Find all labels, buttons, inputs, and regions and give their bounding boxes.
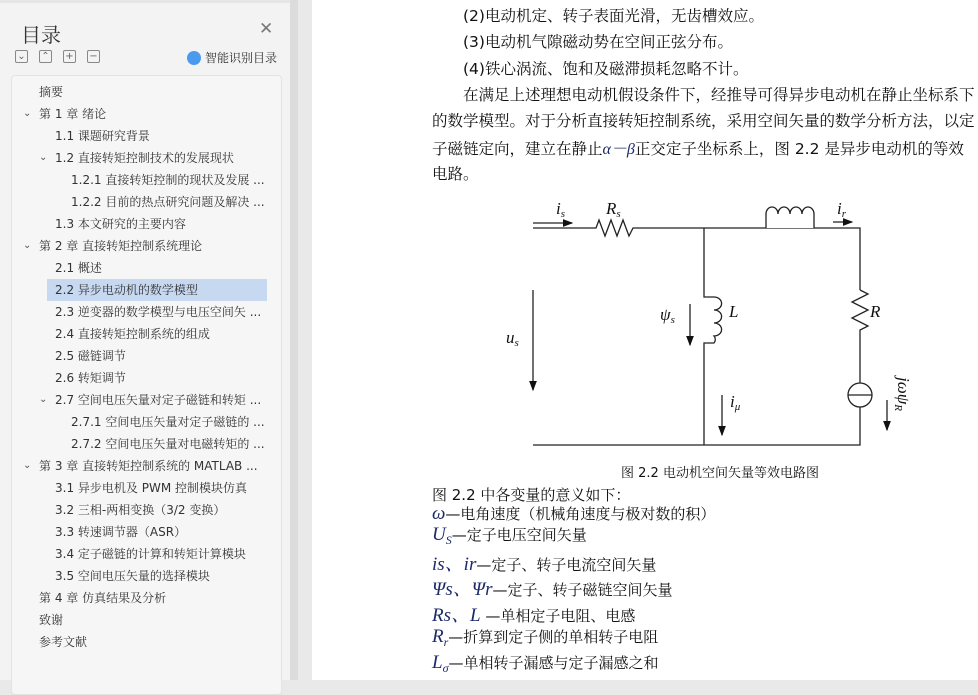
- toc-item[interactable]: [55, 499, 225, 521]
- toc-item[interactable]: [39, 147, 234, 169]
- toc-item[interactable]: [23, 235, 203, 257]
- toc-item[interactable]: [39, 609, 63, 631]
- toc-item-label: 致谢: [39, 613, 64, 627]
- toc-item-label: 2.3 逆变器的数学模型与电压空间矢 ...: [55, 305, 262, 319]
- text: 子磁链定向，建立在静止: [432, 140, 603, 158]
- psi-label: ψs: [660, 305, 675, 326]
- variable-subscript: σ: [442, 661, 449, 675]
- toc-item-label: 第 2 章 直接转矩控制系统理论: [39, 239, 203, 253]
- toc-item-label: 1.2.1 直接转矩控制的现状及发展 ...: [71, 173, 265, 187]
- chevron-down-icon[interactable]: ⌄: [23, 240, 32, 251]
- imu-label: iμ: [730, 392, 741, 413]
- toc-item[interactable]: [23, 455, 258, 477]
- chevron-down-icon[interactable]: ⌄: [23, 460, 32, 471]
- toc-item-label: 1.2.2 目前的热点研究问题及解决 ...: [71, 195, 265, 209]
- variable-description: —单相定子电阻、电感: [480, 607, 636, 625]
- toc-item-label: 2.5 磁链调节: [55, 349, 126, 363]
- toc-item-label: 2.2 异步电动机的数学模型: [55, 283, 198, 297]
- chevron-down-icon[interactable]: ⌄: [39, 152, 48, 163]
- variable-symbol: L: [432, 652, 443, 673]
- text: 正交定子坐标系上，图 2.2 是异步电动机的等效: [634, 140, 964, 158]
- toc-item-label: 1.1 课题研究背景: [55, 129, 150, 143]
- toc-item-label: 参考文献: [39, 635, 88, 649]
- sidebar-scrollbar[interactable]: [290, 0, 298, 680]
- ir-label: ir: [837, 199, 847, 220]
- body-line: 在满足上述理想电动机假设条件下，经推导可得异步电动机在静止坐标系下: [463, 86, 975, 104]
- toc-item-label: 3.2 三相-两相变换（3/2 变换）: [55, 503, 226, 517]
- variable-description: —单相转子漏感与定子漏感之和: [448, 654, 659, 672]
- figure-caption: 图 2.2 电动机空间矢量等效电路图: [621, 466, 819, 481]
- toc-item[interactable]: [55, 323, 210, 345]
- toc-item[interactable]: [55, 521, 186, 543]
- variable-item: [432, 503, 715, 525]
- toc-item[interactable]: [23, 103, 107, 125]
- toc-item[interactable]: [55, 213, 186, 235]
- chevron-down-icon[interactable]: ⌄: [39, 394, 48, 405]
- variable-subscript: r: [443, 635, 449, 649]
- variable-symbol: R: [432, 626, 444, 647]
- variable-symbol: U: [432, 524, 446, 545]
- toc-item[interactable]: [55, 367, 126, 389]
- toc-item[interactable]: [55, 543, 246, 565]
- variable-item: [432, 549, 656, 576]
- toc-item[interactable]: [55, 125, 150, 147]
- is-label: is: [556, 199, 566, 220]
- toc-item[interactable]: [55, 477, 247, 499]
- variable-symbol: Rs、L: [432, 605, 481, 626]
- body-line: 的数学模型。对于分析直接转矩控制系统，采用空间矢量的数学分析方法，以定: [432, 112, 975, 130]
- smart-toc-button[interactable]: [187, 49, 277, 66]
- toc-item-label: 3.3 转速调节器（ASR）: [55, 525, 187, 539]
- toc-item-label: 第 1 章 绪论: [39, 107, 107, 121]
- variable-item: [432, 574, 673, 601]
- toc-list: [11, 75, 282, 695]
- toc-item[interactable]: [47, 279, 267, 301]
- toc-item[interactable]: [71, 169, 265, 191]
- toc-item-label: 1.2 直接转矩控制技术的发展现状: [55, 151, 234, 165]
- toc-item[interactable]: [39, 389, 262, 411]
- body-line: 电路。: [432, 165, 479, 183]
- collapse-all-icon[interactable]: ⌃: [39, 50, 52, 63]
- wire: [533, 220, 860, 290]
- smart-icon: [187, 51, 201, 65]
- toc-item[interactable]: [71, 191, 265, 213]
- toc-item-label: 2.4 直接转矩控制系统的组成: [55, 327, 210, 341]
- us-label: us: [506, 328, 519, 349]
- variable-item: [432, 524, 587, 548]
- chevron-down-icon[interactable]: ⌄: [23, 108, 32, 119]
- toc-item[interactable]: [39, 81, 63, 103]
- variable-item: [432, 652, 659, 676]
- variable-subscript: S: [445, 533, 452, 547]
- equivalent-circuit-diagram: [420, 190, 978, 465]
- toc-item-label: 摘要: [39, 85, 64, 99]
- l-label: L: [729, 302, 739, 321]
- variable-description: —定子、转子电流空间矢量: [476, 556, 657, 574]
- variable-description: —电角速度（机械角速度与极对数的积）: [445, 505, 716, 523]
- expand-all-icon[interactable]: ⌄: [15, 50, 28, 63]
- plus-icon[interactable]: +: [63, 50, 76, 63]
- top-inductor: [766, 207, 814, 228]
- toc-item[interactable]: [39, 587, 166, 609]
- toc-panel: [0, 0, 290, 680]
- toc-item[interactable]: [55, 345, 126, 367]
- toc-item-label: 第 3 章 直接转矩控制系统的 MATLAB ...: [39, 459, 258, 473]
- toc-item-label: 3.5 空间电压矢量的选择模块: [55, 569, 210, 583]
- toc-title: 目录: [21, 23, 61, 47]
- close-icon[interactable]: ✕: [259, 19, 274, 39]
- variable-description: —折算到定子侧的单相转子电阻: [448, 628, 659, 646]
- toc-item-label: 2.1 概述: [55, 261, 102, 275]
- toc-item[interactable]: [55, 301, 261, 323]
- toc-item[interactable]: [55, 257, 102, 279]
- toc-item-label: 2.7 空间电压矢量对定子磁链和转矩 ...: [55, 393, 262, 407]
- body-line: [432, 136, 964, 159]
- variable-symbol: is、ir: [432, 554, 477, 575]
- r-label: R: [870, 302, 881, 321]
- minus-icon[interactable]: −: [87, 50, 100, 63]
- toc-item-label: 3.4 定子磁链的计算和转矩计算模块: [55, 547, 246, 561]
- magnetizing-inductor: [704, 228, 722, 445]
- toc-item-label: 2.7.2 空间电压矢量对电磁转矩的 ...: [71, 437, 265, 451]
- toc-item-label: 2.7.1 空间电压矢量对定子磁链的 ...: [71, 415, 265, 429]
- toc-item[interactable]: [71, 411, 265, 433]
- body-line: (3)电动机气隙磁动势在空间正弦分布。: [463, 33, 733, 51]
- toc-item-label: 1.3 本文研究的主要内容: [55, 217, 186, 231]
- source-label: jωψR: [892, 377, 913, 412]
- alpha-beta: α－β: [602, 141, 635, 158]
- variable-symbol: ω: [432, 503, 446, 524]
- toc-item[interactable]: [39, 631, 87, 653]
- toc-item-label: 2.6 转矩调节: [55, 371, 126, 385]
- smart-toc-label: 智能识别目录: [205, 51, 278, 65]
- rs-label: Rs: [606, 199, 621, 220]
- rotor-resistor: [852, 290, 868, 383]
- toc-item-label: 3.1 异步电机及 PWM 控制模块仿真: [55, 481, 247, 495]
- variable-symbol: Ψs、Ψr: [432, 579, 493, 600]
- variable-item: [432, 600, 635, 627]
- vars-intro: 图 2.2 中各变量的意义如下：: [432, 486, 631, 504]
- body-line: (4)铁心涡流、饱和及磁滞损耗忽略不计。: [463, 60, 749, 78]
- toc-item[interactable]: [55, 565, 210, 587]
- variable-item: [432, 626, 658, 650]
- variable-description: —定子、转子磁链空间矢量: [492, 581, 673, 599]
- body-line: (2)电动机定、转子表面光滑，无齿槽效应。: [463, 7, 764, 25]
- variable-description: —定子电压空间矢量: [451, 526, 587, 544]
- toc-item[interactable]: [71, 433, 265, 455]
- toc-item-label: 第 4 章 仿真结果及分析: [39, 591, 167, 605]
